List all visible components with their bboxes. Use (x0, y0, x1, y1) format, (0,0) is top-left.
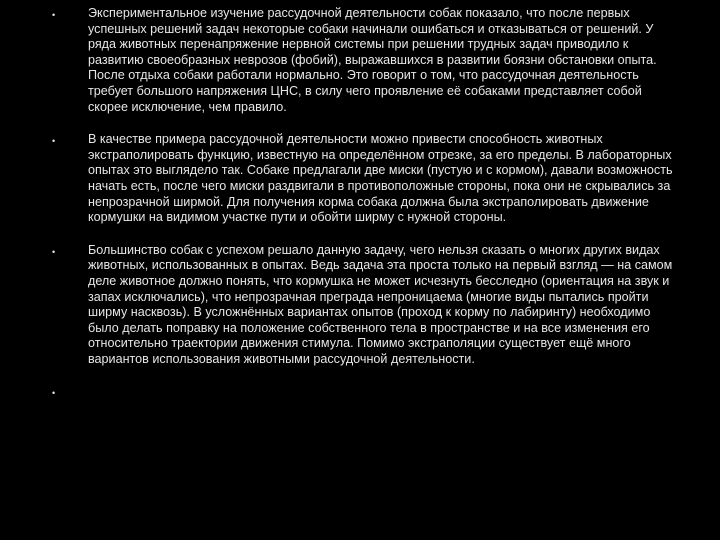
bullet-icon: • (52, 246, 56, 257)
paragraph-text: В качестве примера рассудочной деятельности можно привести способность животных экстраполировать функцию, известную на определённом отрезке, за его пределы. В лабораторных опытах это выглядело так. Собаке предлагали две миски (пустую и с кормом), давали возможность начать есть, после чего миски раздвигали в противоположные стороны, пока они не скрывались за непрозрачной ширмой. Для получения корма собака должна была экстраполировать движение кормушки на видимом участке пути и обойти ширму с нужной стороны. (88, 132, 673, 225)
list-item (52, 243, 682, 368)
list-item (52, 6, 682, 115)
paragraph-text: Экспериментальное изучение рассудочной деятельности собак показало, что после первых успешных решений задач некоторые собаки начинали ошибаться и отказываться от решений. У ряда животных перенапряжение нервной системы при решении трудных задач приводило к развитию своеобразных неврозов (фобий), выражавшихся в развитии боязни обстановки опыта. После отдыха собаки работали нормально. Это говорит о том, что рассудочная деятельность требует большого напряжения ЦНС, в силу чего проявление её собаками представляет собой скорее исключение, чем правило. (88, 6, 657, 114)
bullet-list (52, 6, 682, 416)
empty-paragraph (88, 384, 682, 399)
bullet-icon: • (52, 10, 56, 20)
list-item-empty (52, 384, 682, 399)
bullet-icon: • (52, 136, 56, 147)
paragraph-text: Большинство собак с успехом решало данную задачу, чего нельзя сказать о многих других видах животных, использованных в опытах. Ведь задача эта проста только на первый взгляд — на самом деле животное должно понять, что кормушка не может исчезнуть бесследно (ориентация на звук и запах исключались), что непрозрачная преграда непроницаема (многие виды пытались пройти ширму насквозь). В усложнённых вариантах опытов (проход к корму по лабиринту) необходимо было делать поправку на положение собственного тела в пространстве и на все изменения его относительно траектории движения стимула. Помимо экстраполяции существует ещё много вариантов использования животными рассудочной деятельности. (88, 242, 673, 366)
bullet-icon: • (52, 388, 56, 399)
list-item (52, 132, 682, 226)
